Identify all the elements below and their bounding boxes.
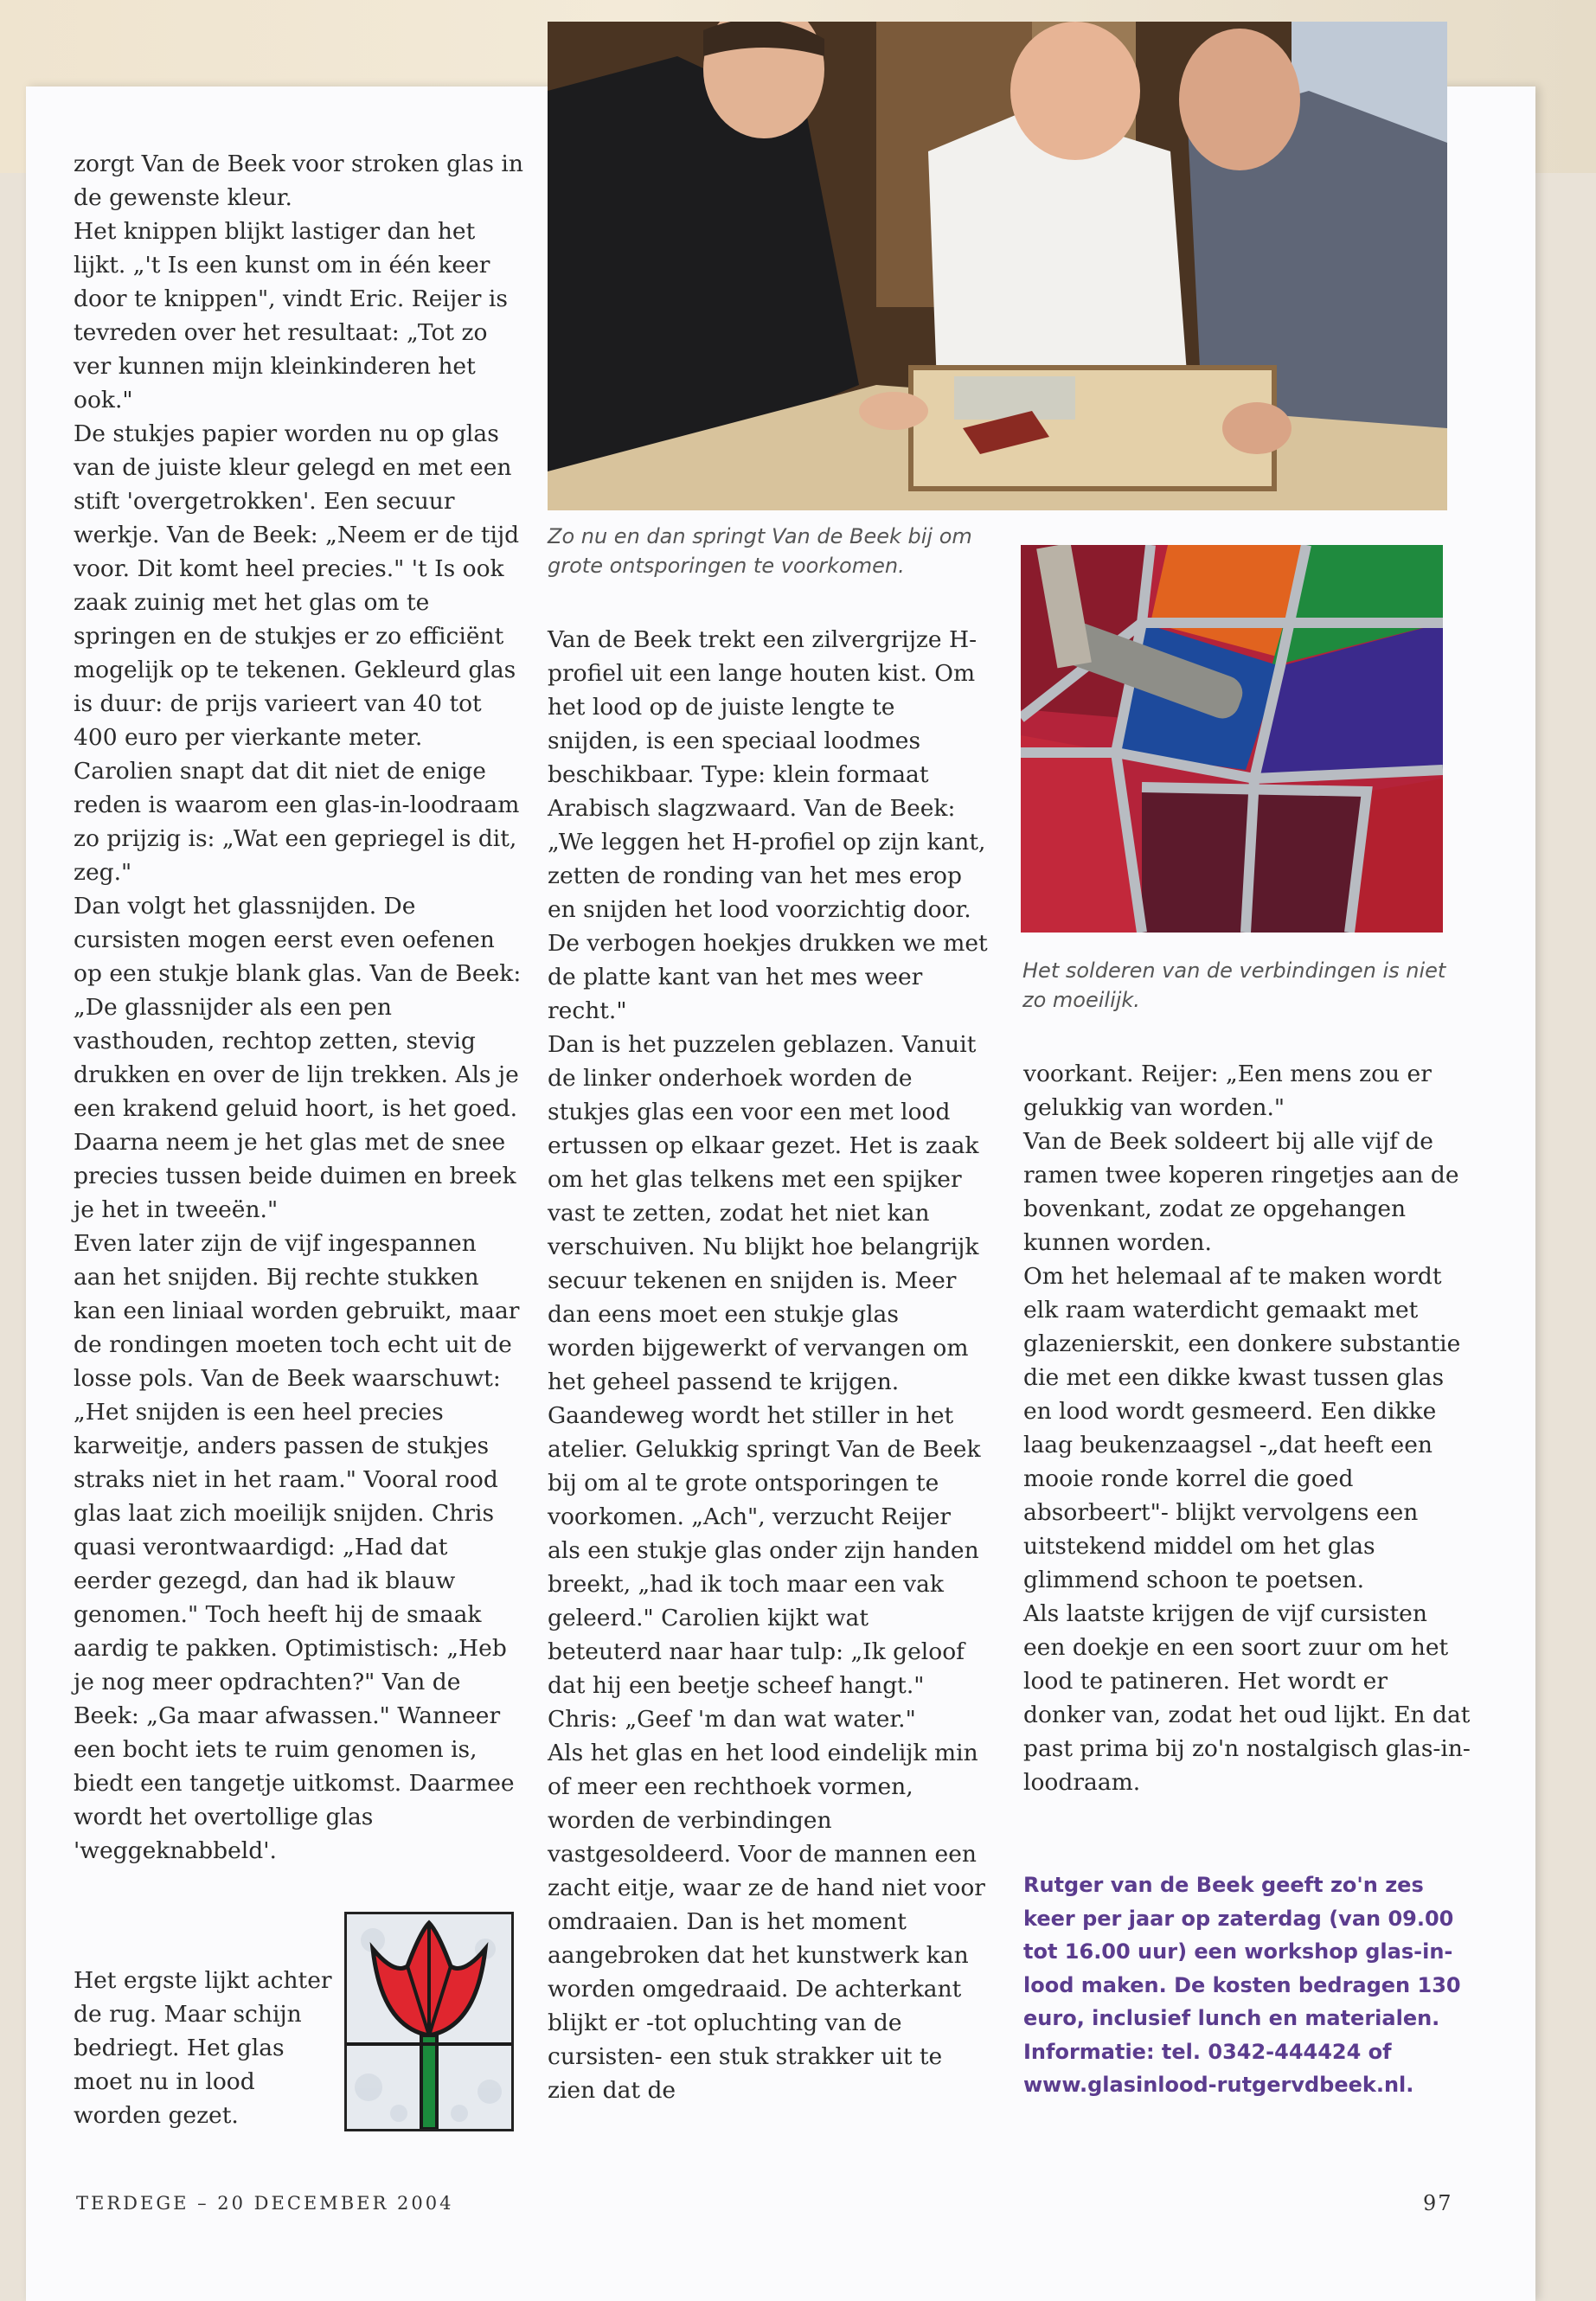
workshop-photo-illustration <box>548 22 1447 510</box>
paragraph: Het knippen blijkt lastiger dan het lijkt. „'t Is een kunst om in één keer door te knippen", vindt Eric. Reijer is tevreden over het resultaat: „Tot zo ver kunnen mijn kleinkinderen het ook." <box>74 218 508 413</box>
paragraph: Dan volgt het glassnijden. De cursisten mogen eerst even oefenen op een stukje blank glas. Van de Beek: „De glassnijder als een pen vasthouden, rechtop zetten, stevig drukken en over de lijn trekken. Als je een krakend geluid hoort, is het goed. Daarna neem je het glas met de snee precies tussen beide duimen en breek je het in tweeën." <box>74 893 522 1223</box>
tulip-graphic <box>347 1914 511 2129</box>
paragraph: Even later zijn de vijf ingespannen aan het snijden. Bij rechte stukken kan een liniaal worden gebruikt, maar de rondingen moeten toch echt uit de losse pols. Van de Beek waarschuwt: „Het snijden is een heel precies karweitje, anders passen de stukjes straks niet in het raam." Vooral rood glas laat zich moeilijk snijden. Chris quasi verontwaardigd: „Had dat eerder gezegd, dan had ik blauw genomen." Toch heeft hij de smaak aardig te pakken. Optimistisch: „Heb je nog meer opdrachten?" Van de Beek: „Ga maar afwassen." Wanneer een bocht iets te ruim genomen is, biedt een tangetje uitkomst. Daarmee wordt het overtollige glas 'weggeknabbeld'. <box>74 1230 520 1864</box>
paragraph: Dan is het puzzelen geblazen. Vanuit de linker onderhoek worden de stukjes glas een voor een met lood ertussen op elkaar gezet. Het is zaak om het glas telkens met een spijker vast te zetten, zodat het niet kan verschuiven. Nu blijkt hoe belangrijk secuur tekenen en snijden is. Meer dan eens moet een stukje glas worden bijgewerkt of vervangen om het geheel passend te krijgen. Gaandeweg wordt het stiller in het atelier. Gelukkig springt Van de Beek bij om al te grote ontsporingen te voorkomen. „Ach", verzucht Reijer als een stukje glas onder zijn handen breekt, „had ik toch maar een vak geleerd." Carolien kijkt wat beteuterd naar haar tulp: „Ik geloof dat hij een beetje scheef hangt." Chris: „Geef 'm dan wat water." <box>548 1031 981 1733</box>
article-column-1-end <box>74 1964 333 2132</box>
publication-footer: TERDEGE – 20 DECEMBER 2004 <box>76 2193 454 2214</box>
workshop-photo <box>548 22 1447 510</box>
soldering-photo <box>1021 545 1443 933</box>
paragraph: Als het glas en het lood eindelijk min of meer een rechthoek vormen, worden de verbindingen vastgesoldeerd. Voor de mannen een zacht eitje, waar ze de hand niet voor omdraaien. Dan is het moment aangebroken dat het kunstwerk kan worden omgedraaid. De achterkant blijkt er -tot opluchting van de cursisten- een stuk strakker uit te zien dat de <box>548 1740 985 2104</box>
paragraph: Van de Beek soldeert bij alle vijf de ramen twee koperen ringetjes aan de bovenkant, zodat ze opgehangen kunnen worden. <box>1023 1128 1459 1256</box>
tulip-stained-glass-icon <box>344 1912 514 2131</box>
paragraph: Van de Beek trekt een zilvergrijze H-profiel uit een lange houten kist. Om het lood op de juiste lengte te snijden, is een speciaal loodmes beschikbaar. Type: klein formaat Arabisch slagzwaard. Van de Beek: „We leggen het H-profiel op zijn kant, zetten de ronding van het mes erop en snijden het lood voorzichtig door. De verbogen hoekjes drukken we met de platte kant van het mes weer recht." <box>548 626 988 1024</box>
paragraph: De stukjes papier worden nu op glas van de juiste kleur gelegd en met een stift 'overgetrokken'. Een secuur werkje. Van de Beek: „Neem er de tijd voor. Dit komt heel precies." 't Is ook zaak zuinig met het glas om te springen en de stukjes er zo efficiënt mogelijk op te tekenen. Gekleurd glas is duur: de prijs varieert van 40 tot 400 euro per vierkante meter. Carolien snapt dat dit niet de enige reden is waarom een glas-in-loodraam zo prijzig is: „Wat een gepriegel is dit, zeg." <box>74 420 520 886</box>
info-text: Rutger van de Beek geeft zo'n zes keer per jaar op zaterdag (van 09.00 tot 16.00 uur) een workshop glas-in-lood maken. De kosten bedragen 130 euro, inclusief lunch en materialen. <box>1023 1873 1461 2030</box>
workshop-info-box <box>1023 1868 1473 2102</box>
page-number: 97 <box>1423 2191 1453 2215</box>
info-contact: Informatie: tel. 0342-444424 of www.glasinlood-rutgervdbeek.nl. <box>1023 2039 1414 2097</box>
article-column-3 <box>1023 1057 1473 1799</box>
stained-glass-illustration <box>1021 545 1443 933</box>
paragraph: Het ergste lijkt achter de rug. Maar schijn bedriegt. Het glas moet nu in lood worden gezet. <box>74 1967 332 2129</box>
paragraph: zorgt Van de Beek voor stroken glas in de gewenste kleur. <box>74 151 523 211</box>
paragraph: voorkant. Reijer: „Een mens zou er gelukkig van worden." <box>1023 1061 1432 1121</box>
photo2-caption: Het solderen van de verbindingen is niet zo moeilijk. <box>1022 958 1446 1012</box>
paragraph: Om het helemaal af te maken wordt elk raam waterdicht gemaakt met glazenierskit, een donkere substantie die met een dikke kwast tussen glas en lood wordt gesmeerd. Een dikke laag beukenzaagsel -„dat heeft een mooie ronde korrel die goed absorbeert"- blijkt vervolgens een uitstekend middel om het glas glimmend schoon te poetsen. <box>1023 1263 1461 1593</box>
article-column-2 <box>548 623 989 2107</box>
photo1-caption: Zo nu en dan springt Van de Beek bij om grote ontsporingen te voorkomen. <box>548 524 972 578</box>
paragraph: Als laatste krijgen de vijf cursisten een doekje en een soort zuur om het lood te patineren. Het wordt er donker van, zodat het oud lijkt. En dat past prima bij zo'n nostalgisch glas-in-loodraam. <box>1023 1600 1471 1796</box>
article-column-1 <box>74 147 523 1868</box>
